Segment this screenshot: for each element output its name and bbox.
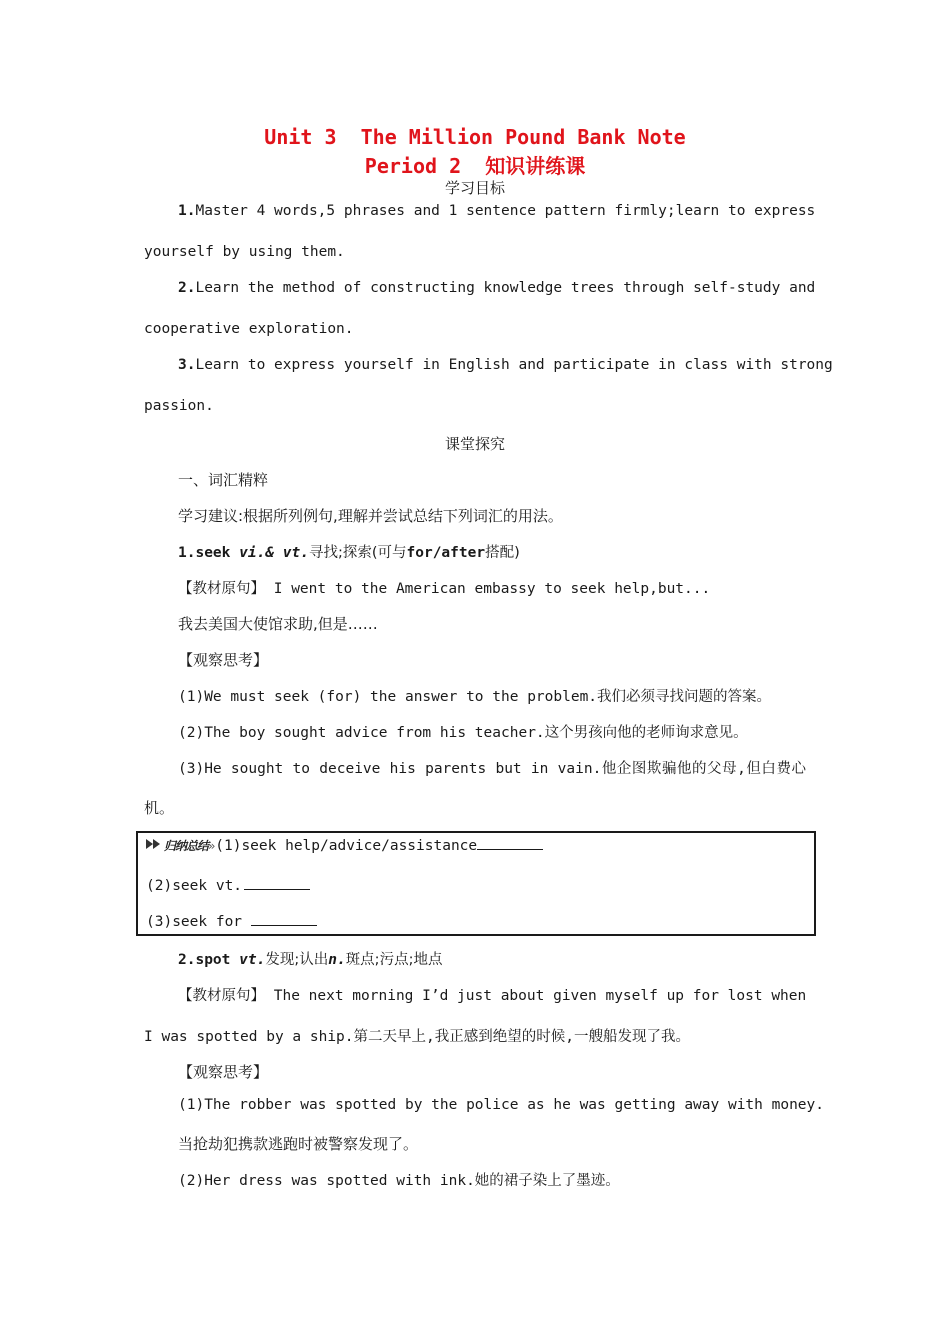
origin-text-2-cont: I was spotted by a ship.第二天早上,我正感到绝望的时候,一艘船发现了我。 xyxy=(144,1029,690,1045)
word-1-meaning-c: 搭配) xyxy=(485,545,520,561)
section-vocabulary: 一、词汇精粹 xyxy=(178,471,269,489)
word-2-origin xyxy=(178,984,806,1005)
origin-text: I went to the American embassy to seek help,but... xyxy=(273,581,711,597)
objectives-heading: 学习目标 xyxy=(444,179,505,197)
classroom-heading: 课堂探究 xyxy=(444,435,505,453)
word-2-example-1: (1)The robber was spotted by the police as he was getting away with money. xyxy=(178,1097,825,1113)
word-2-pos2: n. xyxy=(328,952,346,968)
word-2-example-1-trans: 当抢劫犯携款逃跑时被警察发现了。 xyxy=(178,1135,419,1153)
objective-3-text: Learn to express yourself in English and participate in class with strong xyxy=(195,357,833,373)
summary-item-3-text: (3)seek for xyxy=(146,914,243,930)
word-1-origin xyxy=(178,577,710,598)
word-2-pos1: vt. xyxy=(239,952,266,968)
objective-3-line2: passion. xyxy=(144,398,214,414)
unit-title: Unit 3 The Million Pound Bank Note xyxy=(264,125,686,149)
badge-arrows-icon: » xyxy=(208,839,216,853)
observe-label: 【观察思考】 xyxy=(178,651,269,669)
word-2-entry xyxy=(178,948,442,969)
word-2-meaning1: 发现;认出 xyxy=(265,952,329,968)
word-1-meaning-b: for/after xyxy=(406,545,486,561)
origin-label: 【教材原句】 xyxy=(178,581,265,597)
word-1-pos: vi.& vt. xyxy=(239,545,309,561)
blank-3[interactable] xyxy=(251,911,317,926)
objective-2-text: Learn the method of constructing knowledge trees through self-study and xyxy=(195,280,816,296)
objective-2-line1 xyxy=(178,280,816,296)
origin-label-2: 【教材原句】 xyxy=(178,988,265,1004)
origin-translation: 我去美国大使馆求助,但是…… xyxy=(178,615,378,633)
summary-item-2 xyxy=(146,875,310,894)
word-1-example-3: (3)He sought to deceive his parents but in vain.他企图欺骗他的父母,但白费心 xyxy=(178,761,806,777)
summary-item-3 xyxy=(146,911,317,930)
summary-item-1-text: (1)seek help/advice/assistance xyxy=(215,838,478,854)
summary-badge: 归纳总结 xyxy=(164,839,209,853)
word-1-headword: 1.seek xyxy=(178,545,231,561)
period-title: Period 2 知识讲练课 xyxy=(364,154,586,178)
objective-2-line2: cooperative exploration. xyxy=(144,321,354,337)
word-1-entry xyxy=(178,541,520,562)
word-2-meaning2: 斑点;污点;地点 xyxy=(345,952,443,968)
origin-text-2: The next morning I’d just about given myself up for lost when xyxy=(273,988,807,1004)
word-1-example-3-cont: 机。 xyxy=(144,799,175,817)
word-2-example-2: (2)Her dress was spotted with ink.她的裙子染上了墨迹。 xyxy=(178,1173,620,1189)
objective-3-line1 xyxy=(178,357,833,373)
word-2-headword: 2.spot xyxy=(178,952,231,968)
objective-1-line1 xyxy=(178,203,816,219)
objective-1-number: 1. xyxy=(178,203,196,219)
objective-3-number: 3. xyxy=(178,357,196,373)
observe-label-2: 【观察思考】 xyxy=(178,1063,269,1081)
objective-1-line2: yourself by using them. xyxy=(144,244,345,260)
objective-2-number: 2. xyxy=(178,280,196,296)
objective-1-text: Master 4 words,5 phrases and 1 sentence pattern firmly;learn to express xyxy=(195,203,816,219)
arrow-badge-icon xyxy=(144,837,164,855)
summary-item-1 xyxy=(144,835,543,855)
blank-1[interactable] xyxy=(477,835,543,850)
summary-item-2-text: (2)seek vt. xyxy=(146,878,243,894)
word-1-meaning-a: 寻找;探索(可与 xyxy=(308,545,407,561)
blank-2[interactable] xyxy=(244,875,310,890)
word-1-example-2: (2)The boy sought advice from his teacher.这个男孩向他的老师询求意见。 xyxy=(178,725,748,741)
summary-box xyxy=(136,831,816,936)
word-1-example-1: (1)We must seek (for) the answer to the problem.我们必须寻找问题的答案。 xyxy=(178,689,772,705)
study-advice: 学习建议:根据所列例句,理解并尝试总结下列词汇的用法。 xyxy=(178,507,563,525)
